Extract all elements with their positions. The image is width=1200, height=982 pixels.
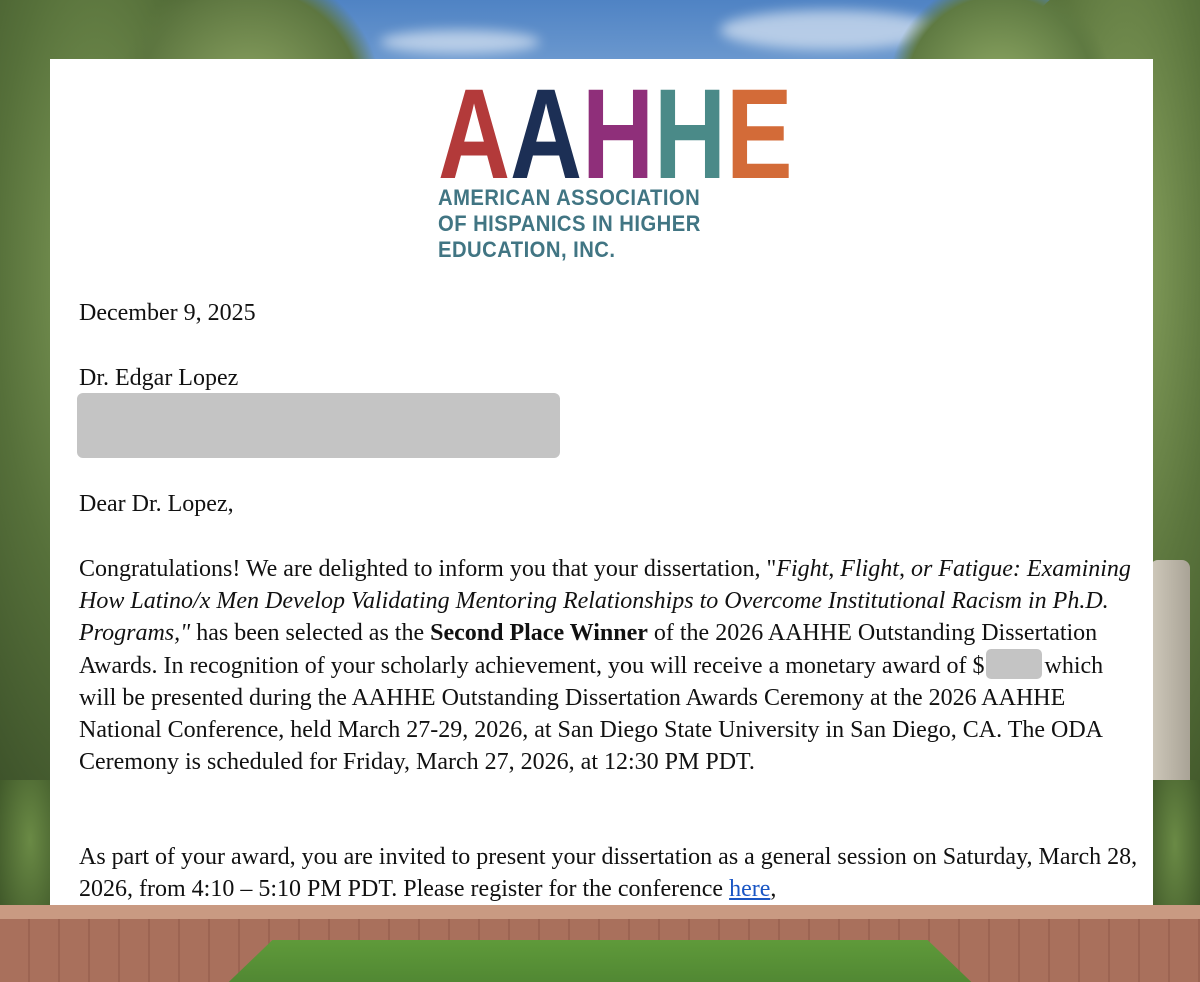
logo-name-line: OF HISPANICS IN HIGHER [438,211,701,236]
recipient-name: Dr. Edgar Lopez [79,365,239,391]
award-details: which will be presented during the AAHHE Outstanding Dissertation Awards Ceremony at the 2026 AAHHE National Conference, held March 27-29, 2026, at San Diego State University in San Diego, CA. The ODA Ceremony is scheduled for Friday, March 27, 2026, at 12:30 PM PDT. [79,653,1104,775]
award-text: of the 2026 AAHHE Outstanding Dissertation Awards. In recognition of your scholarly achievement, you will receive a monetary award of $ [79,620,1098,679]
dissertation-title: Fight, Flight, or Fatigue: Examining How Latino/x Men Develop Validating Mentoring Relationships to Overcome Institutional Racism in Ph.D. Programs," [79,556,1131,646]
award-intro: Congratulations! We are delighted to inform you that your dissertation, " [79,556,777,582]
aahhe-logo [438,63,798,265]
award-text: has been selected as the [190,620,431,646]
salutation: Dear Dr. Lopez, [79,491,234,517]
plaza-border [0,905,1200,919]
paragraph-award [79,553,1139,778]
logo-organization-name [438,185,724,263]
logo-name-line: AMERICAN ASSOCIATION [438,185,701,210]
letter-date: December 9, 2025 [79,300,256,326]
presentation-text-end: , [770,876,777,902]
presentation-text: As part of your award, you are invited to present your dissertation as a general session on Saturday, March 28, 2026, from 4:10 – 5:10 PM PDT. Please register for the conference [79,844,1138,902]
award-place: Second Place Winner [430,620,648,646]
cloud [380,30,540,54]
logo-letter: E [726,63,792,206]
logo-letter: H [582,63,654,206]
register-link[interactable]: here [729,876,771,902]
tree-trunk [1150,560,1190,790]
logo-letter: A [438,63,510,206]
redacted-address [77,393,560,458]
logo-name-line: EDUCATION, INC. [438,237,616,262]
logo-letter: H [654,63,726,206]
lawn [210,940,990,982]
redacted-amount [986,649,1042,679]
paragraph-presentation [79,841,1139,905]
logo-letter: A [510,63,582,206]
award-letter [50,59,1153,905]
